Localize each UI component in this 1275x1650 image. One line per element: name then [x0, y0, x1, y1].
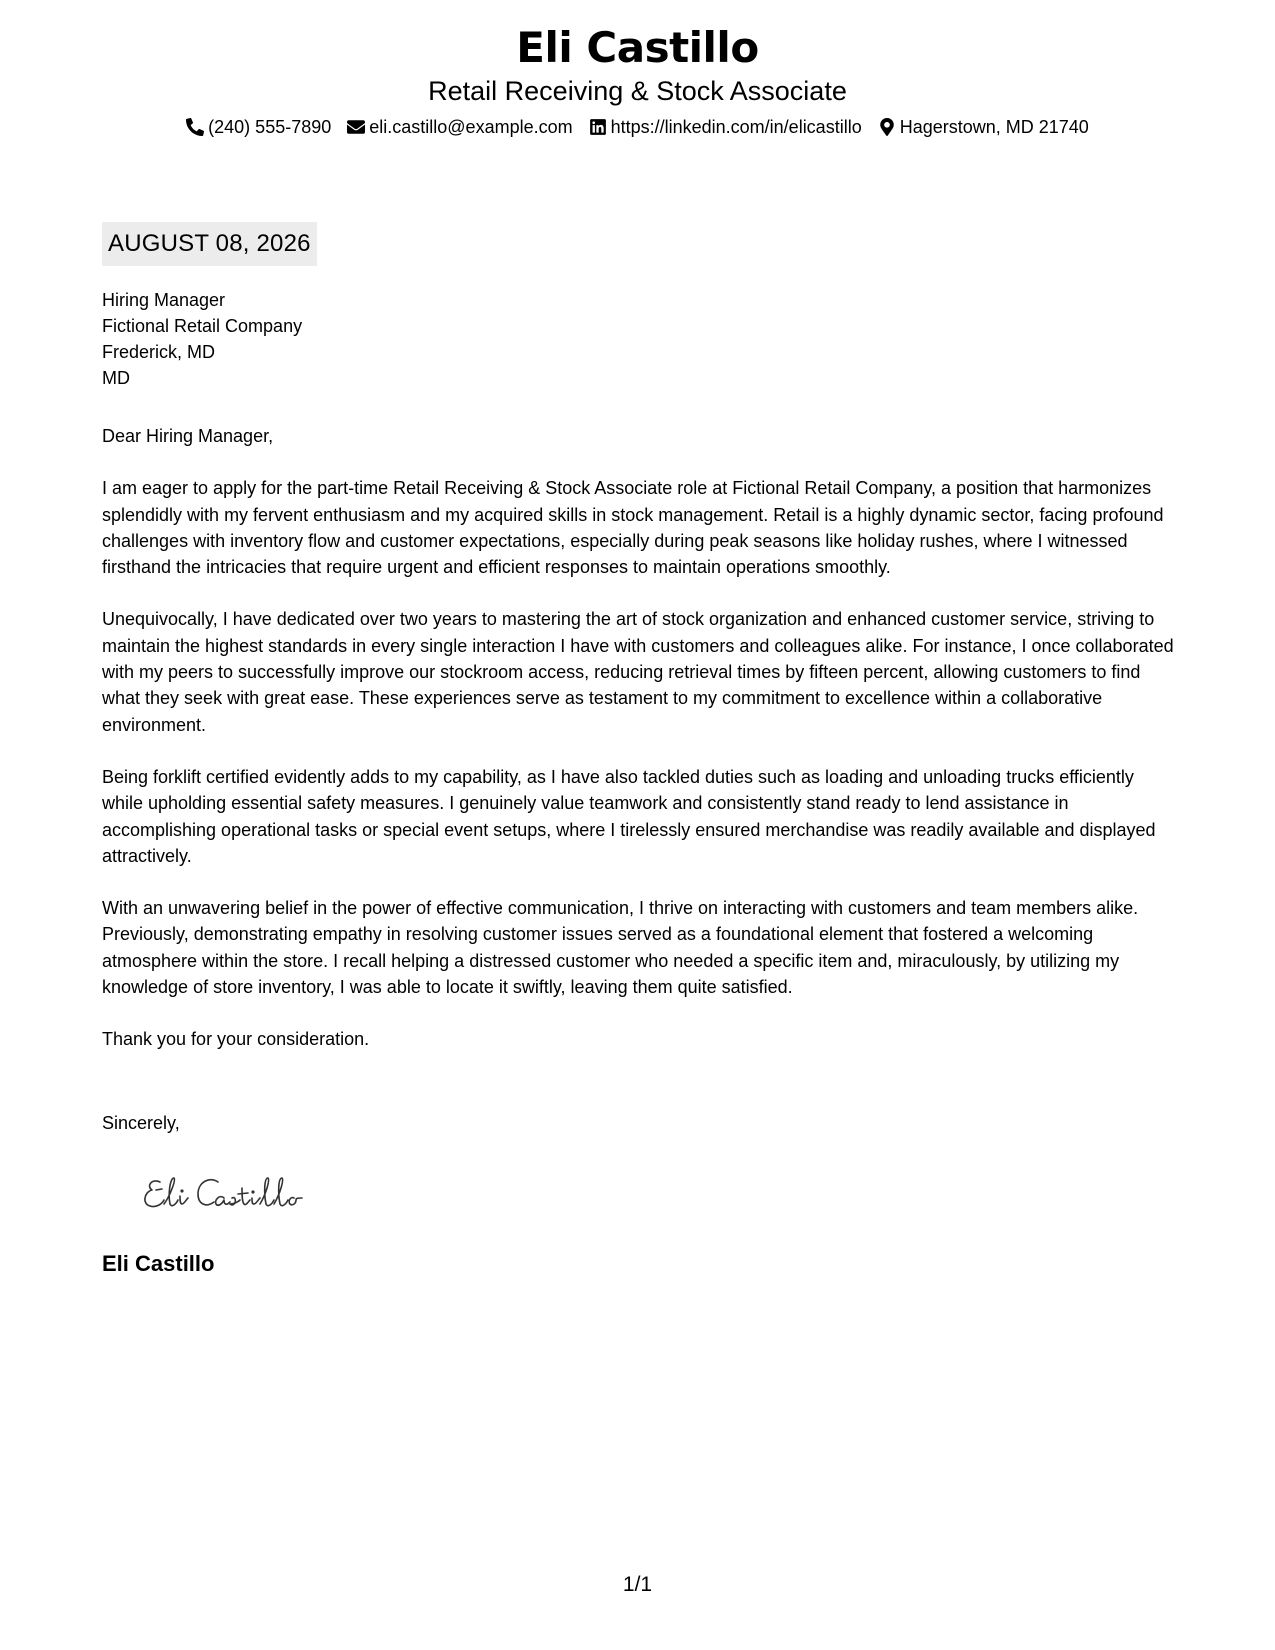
contact-row — [0, 115, 1275, 139]
salutation: Dear Hiring Manager, — [102, 426, 274, 446]
contact-phone — [186, 115, 331, 139]
contact-location — [878, 115, 1089, 139]
location-text: Hagerstown, MD 21740 — [899, 117, 1089, 137]
body-paragraph: Unequivocally, I have dedicated over two years to mastering the art of stock organization and enhanced customer service, striving to maintain the highest standards in every single interaction I have with customers and colleagues alike. For instance, I once collaborated with my peers to successfully improve our stockroom access, reducing retrieval times by fifteen percent, allowing customers to find what they seek with great ease. These experiences serve as testament to my commitment to excellence within a collaborative environment. — [102, 609, 1174, 735]
letter-header — [0, 22, 1275, 139]
recipient-block — [102, 287, 302, 391]
recipient-company: Fictional Retail Company — [102, 316, 303, 336]
letter-date: AUGUST 08, 2026 — [102, 222, 317, 266]
letter-body — [102, 423, 1177, 1079]
phone-text: (240) 555-7890 — [208, 117, 332, 137]
page-number: 1/1 — [622, 1573, 653, 1596]
valediction: Sincerely, — [102, 1113, 180, 1133]
recipient-state: MD — [102, 368, 130, 388]
contact-linkedin — [589, 115, 862, 139]
body-paragraph: Being forklift certified evidently adds to my capability, as I have also tackled duties such as loading and unloading trucks efficiently while upholding essential safety measures. I genuinely value teamwork and consistently stand ready to lend assistance in accomplishing operational tasks or special event setups, where I tirelessly ensured merchandise was readily available and displayed attractively. — [102, 766, 1156, 866]
job-title: Retail Receiving & Stock Associate — [428, 76, 847, 106]
recipient-title: Hiring Manager — [102, 290, 226, 310]
phone-icon — [186, 118, 204, 136]
body-paragraph: With an unwavering belief in the power of effective communication, I thrive on interacting with customers and team members alike. Previously, demonstrating empathy in resolving customer issues served as a foundational element that fostered a welcoming atmosphere within the store. I recall helping a distressed customer who needed a specific item and, miraculously, by utilizing my knowledge of store inventory, I was able to locate it swiftly, leaving them quite satisfied. — [102, 898, 1139, 998]
body-paragraph: I am eager to apply for the part-time Retail Receiving & Stock Associate role at Fictional Retail Company, a position that harmonizes splendidly with my fervent enthusiasm and my acquired skills in stock management. Retail is a highly dynamic sector, facing profound challenges with inventory flow and customer expectations, especially during peak seasons like holiday rushes, where I witnessed firsthand the intricacies that require urgent and efficient responses to maintain operations smoothly. — [102, 478, 1164, 578]
handwritten-signature — [142, 1160, 322, 1220]
envelope-icon — [347, 118, 365, 136]
recipient-city: Frederick, MD — [102, 342, 216, 362]
signer-name: Eli Castillo — [102, 1251, 215, 1276]
contact-email — [347, 115, 572, 139]
map-pin-icon — [878, 118, 896, 136]
linkedin-link[interactable]: https://linkedin.com/in/elicastillo — [610, 117, 862, 137]
applicant-name: Eli Castillo — [516, 23, 759, 72]
closing-line: Thank you for your consideration. — [102, 1029, 370, 1050]
linkedin-icon — [589, 118, 607, 136]
email-link[interactable]: eli.castillo@example.com — [369, 117, 573, 137]
